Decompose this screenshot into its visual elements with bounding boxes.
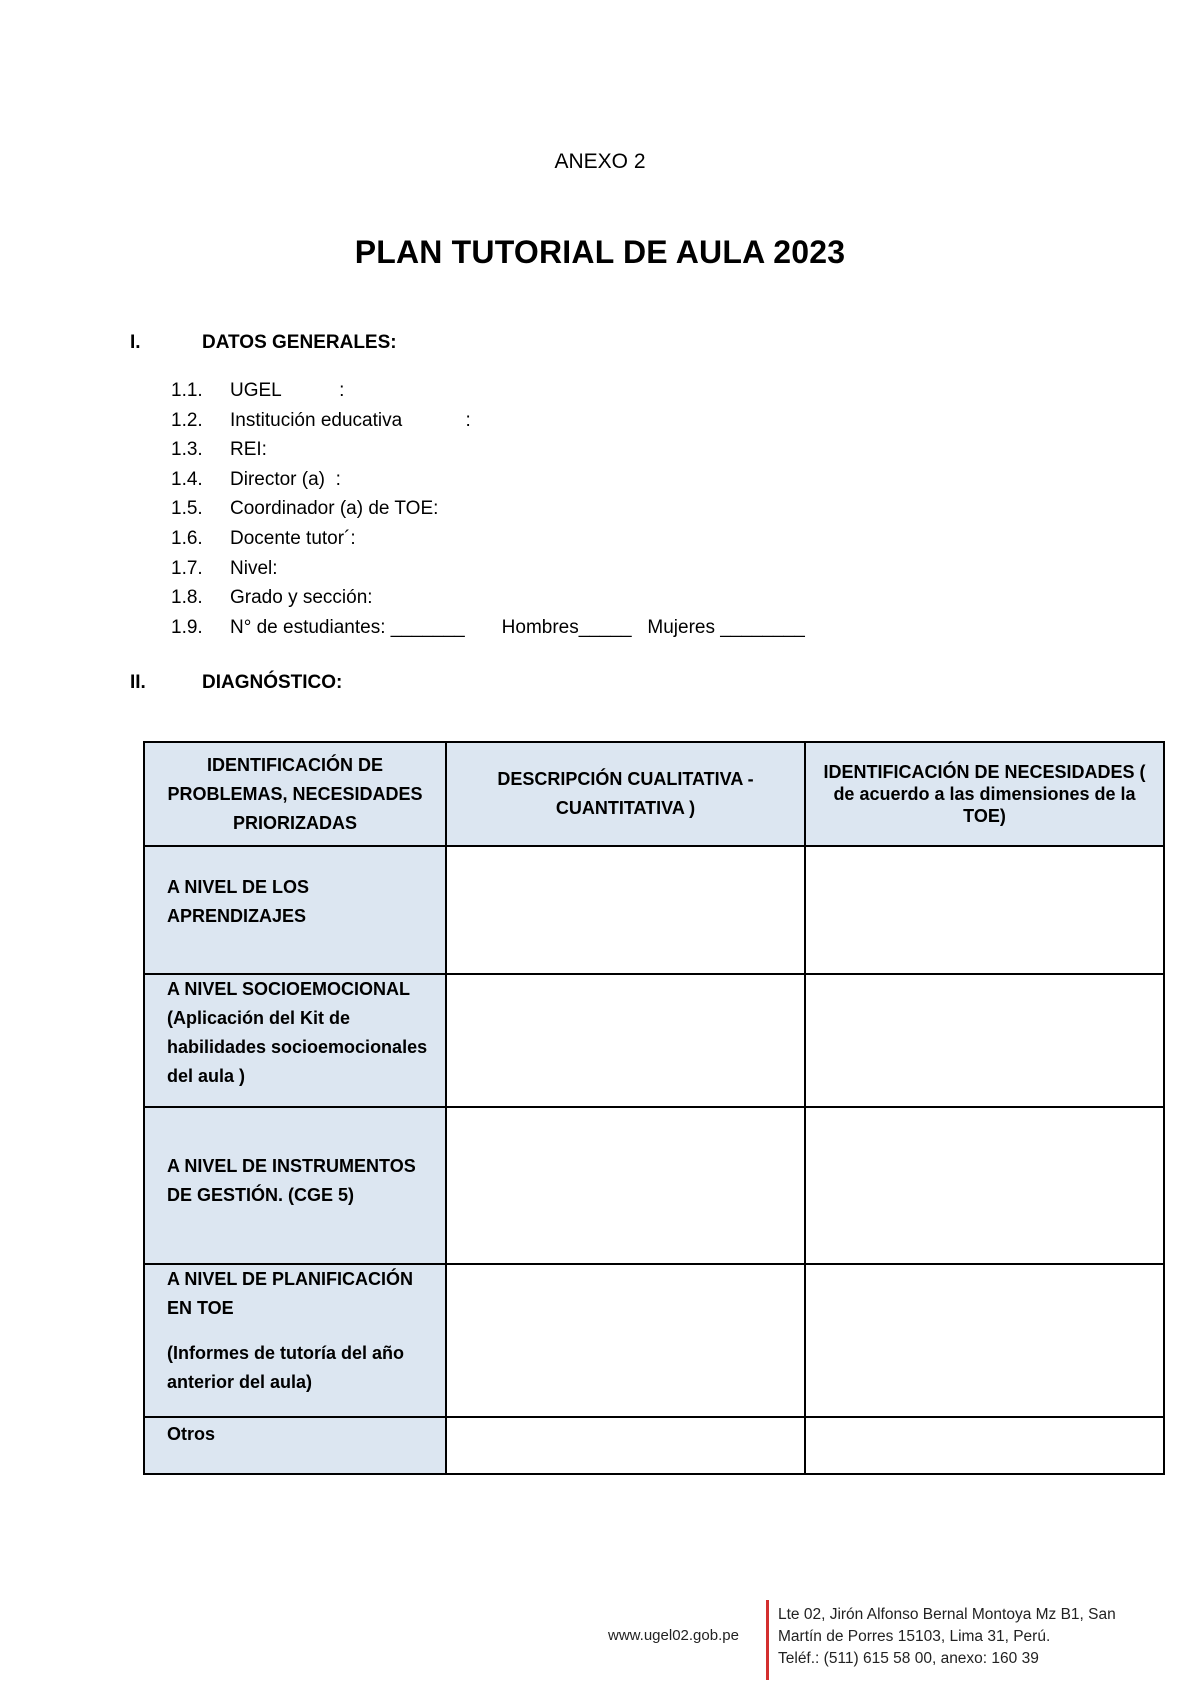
footer-divider — [766, 1600, 769, 1680]
item-text: N° de estudiantes: _______ Hombres_____ Mujeres ________ — [230, 616, 805, 638]
item-number: 1.9. — [171, 616, 203, 638]
row-label: A NIVEL DE INSTRUMENTOS DE GESTIÓN. (CGE 5) — [167, 1156, 416, 1205]
description-cell[interactable] — [446, 1417, 805, 1474]
footer-website: www.ugel02.gob.pe — [608, 1627, 739, 1644]
item-text: Docente tutor´: — [230, 527, 356, 549]
section-datos-generales — [130, 332, 397, 354]
table-row — [144, 1107, 1164, 1264]
footer-phone: Teléf.: (511) 615 58 00, anexo: 160 39 — [778, 1650, 1039, 1667]
needs-cell[interactable] — [805, 846, 1164, 974]
footer-address-line: Lte 02, Jirón Alfonso Bernal Montoya Mz B1, San — [778, 1606, 1116, 1623]
item-text: UGEL : — [230, 380, 345, 401]
item-number: 1.1. — [171, 380, 203, 401]
list-item — [171, 406, 1071, 436]
row-label: A NIVEL SOCIOEMOCIONAL (Aplicación del Kit de habilidades socioemocionales del aula ) — [167, 979, 428, 1086]
item-number: 1.6. — [171, 527, 203, 549]
table-row — [144, 1264, 1164, 1417]
row-note: (Informes de tutoría del año anterior del aula) — [167, 1343, 405, 1392]
annex-label: ANEXO 2 — [554, 150, 646, 173]
row-label-cell — [144, 1417, 446, 1474]
needs-cell[interactable] — [805, 974, 1164, 1107]
item-number: 1.5. — [171, 498, 203, 520]
row-label-cell — [144, 974, 446, 1107]
row-label-cell — [144, 846, 446, 974]
description-cell[interactable] — [446, 846, 805, 974]
row-label-cell — [144, 1107, 446, 1264]
needs-cell[interactable] — [805, 1264, 1164, 1417]
item-text: REI: — [230, 439, 267, 461]
section-diagnostico — [130, 672, 342, 694]
section-number: II. — [130, 672, 146, 693]
list-item — [171, 524, 1071, 554]
list-item — [171, 613, 1071, 643]
table-row — [144, 974, 1164, 1107]
item-number: 1.3. — [171, 439, 203, 461]
list-item — [171, 583, 1071, 613]
needs-cell[interactable] — [805, 1107, 1164, 1264]
item-number: 1.7. — [171, 557, 203, 579]
item-number: 1.2. — [171, 409, 203, 431]
item-number: 1.4. — [171, 468, 203, 490]
description-cell[interactable] — [446, 1107, 805, 1264]
row-label: A NIVEL DE PLANIFICACIÓN EN TOE — [167, 1269, 414, 1318]
section-number: I. — [130, 332, 141, 353]
general-data-list — [171, 376, 1071, 642]
page-title: PLAN TUTORIAL DE AULA 2023 — [354, 234, 846, 270]
needs-cell[interactable] — [805, 1417, 1164, 1474]
table-header-row — [144, 742, 1164, 846]
footer-address — [778, 1604, 1116, 1670]
section-title: DATOS GENERALES: — [202, 332, 397, 353]
footer-address-line: Martín de Porres 15103, Lima 31, Perú. — [778, 1628, 1051, 1645]
description-cell[interactable] — [446, 974, 805, 1107]
table-row — [144, 1417, 1164, 1474]
item-text: Institución educativa : — [230, 409, 471, 431]
row-label-cell — [144, 1264, 446, 1417]
list-item — [171, 435, 1071, 465]
description-cell[interactable] — [446, 1264, 805, 1417]
table-row — [144, 846, 1164, 974]
list-item — [171, 376, 1071, 406]
diagnostic-table — [143, 741, 1165, 1475]
list-item — [171, 494, 1071, 524]
row-label: A NIVEL DE LOS APRENDIZAJES — [167, 877, 310, 926]
item-text: Coordinador (a) de TOE: — [230, 498, 439, 520]
item-number: 1.8. — [171, 587, 203, 609]
item-text: Nivel: — [230, 557, 278, 579]
list-item — [171, 465, 1071, 495]
header-description: DESCRIPCIÓN CUALITATIVA - CUANTITATIVA ) — [446, 742, 805, 846]
list-item — [171, 554, 1071, 584]
section-title: DIAGNÓSTICO: — [202, 672, 343, 693]
header-problems: IDENTIFICACIÓN DE PROBLEMAS, NECESIDADES PRIORIZADAS — [144, 742, 446, 846]
row-label: Otros — [167, 1424, 216, 1444]
header-needs: IDENTIFICACIÓN DE NECESIDADES ( de acuerdo a las dimensiones de la TOE) — [805, 742, 1164, 846]
item-text: Director (a) : — [230, 468, 341, 490]
item-text: Grado y sección: — [230, 587, 373, 609]
